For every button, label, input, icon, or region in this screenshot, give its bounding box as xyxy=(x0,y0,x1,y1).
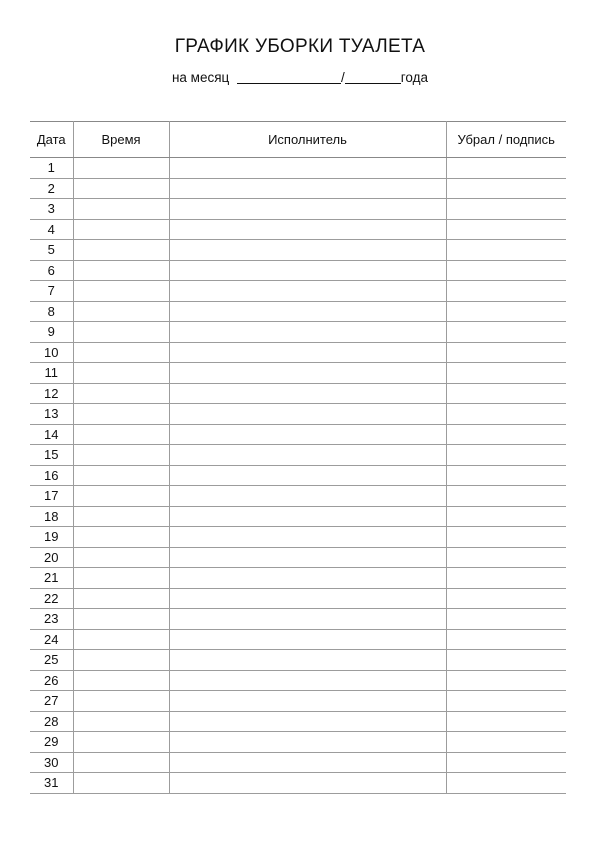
time-cell[interactable] xyxy=(73,424,169,445)
table-row xyxy=(30,650,566,671)
executor-cell[interactable] xyxy=(169,732,446,753)
row-day-number: 24 xyxy=(30,629,73,650)
executor-cell[interactable] xyxy=(169,752,446,773)
signature-cell[interactable] xyxy=(446,219,566,240)
row-day-number: 19 xyxy=(30,527,73,548)
executor-cell[interactable] xyxy=(169,465,446,486)
time-cell[interactable] xyxy=(73,691,169,712)
time-cell[interactable] xyxy=(73,568,169,589)
column-header-date: Дата xyxy=(30,122,73,158)
table-row xyxy=(30,752,566,773)
executor-cell[interactable] xyxy=(169,629,446,650)
signature-cell[interactable] xyxy=(446,322,566,343)
row-day-number: 12 xyxy=(30,383,73,404)
time-cell[interactable] xyxy=(73,650,169,671)
row-day-number: 26 xyxy=(30,670,73,691)
table-row xyxy=(30,732,566,753)
column-header-executor: Исполнитель xyxy=(169,122,446,158)
row-day-number: 28 xyxy=(30,711,73,732)
time-cell[interactable] xyxy=(73,199,169,220)
time-cell[interactable] xyxy=(73,773,169,794)
row-day-number: 30 xyxy=(30,752,73,773)
column-header-time: Время xyxy=(73,122,169,158)
table-row xyxy=(30,773,566,794)
table-row xyxy=(30,568,566,589)
signature-cell[interactable] xyxy=(446,527,566,548)
table-row xyxy=(30,711,566,732)
table-row xyxy=(30,465,566,486)
table-row xyxy=(30,424,566,445)
table-row xyxy=(30,609,566,630)
signature-cell[interactable] xyxy=(446,199,566,220)
table-row xyxy=(30,486,566,507)
row-day-number: 11 xyxy=(30,363,73,384)
row-day-number: 25 xyxy=(30,650,73,671)
signature-cell[interactable] xyxy=(446,158,566,179)
signature-cell[interactable] xyxy=(446,711,566,732)
row-day-number: 14 xyxy=(30,424,73,445)
signature-cell[interactable] xyxy=(446,178,566,199)
executor-cell[interactable] xyxy=(169,486,446,507)
row-day-number: 18 xyxy=(30,506,73,527)
executor-cell[interactable] xyxy=(169,506,446,527)
signature-cell[interactable] xyxy=(446,691,566,712)
table-row xyxy=(30,506,566,527)
table-row xyxy=(30,240,566,261)
executor-cell[interactable] xyxy=(169,588,446,609)
executor-cell[interactable] xyxy=(169,424,446,445)
row-day-number: 4 xyxy=(30,219,73,240)
row-day-number: 22 xyxy=(30,588,73,609)
signature-cell[interactable] xyxy=(446,506,566,527)
executor-cell[interactable] xyxy=(169,219,446,240)
executor-cell[interactable] xyxy=(169,322,446,343)
executor-cell[interactable] xyxy=(169,773,446,794)
month-blank-field[interactable] xyxy=(237,69,341,84)
executor-cell[interactable] xyxy=(169,260,446,281)
month-label: на месяц xyxy=(171,70,230,85)
executor-cell[interactable] xyxy=(169,199,446,220)
executor-cell[interactable] xyxy=(169,404,446,425)
page-title: ГРАФИК УБОРКИ ТУАЛЕТА xyxy=(174,36,426,57)
signature-cell[interactable] xyxy=(446,650,566,671)
time-cell[interactable] xyxy=(73,670,169,691)
time-cell[interactable] xyxy=(73,711,169,732)
table-row xyxy=(30,342,566,363)
row-day-number: 2 xyxy=(30,178,73,199)
time-cell[interactable] xyxy=(73,383,169,404)
row-day-number: 31 xyxy=(30,773,73,794)
row-day-number: 23 xyxy=(30,609,73,630)
time-cell[interactable] xyxy=(73,219,169,240)
table-row xyxy=(30,219,566,240)
signature-cell[interactable] xyxy=(446,342,566,363)
executor-cell[interactable] xyxy=(169,363,446,384)
table-row xyxy=(30,363,566,384)
table-row xyxy=(30,301,566,322)
row-day-number: 20 xyxy=(30,547,73,568)
signature-cell[interactable] xyxy=(446,732,566,753)
row-day-number: 6 xyxy=(30,260,73,281)
signature-cell[interactable] xyxy=(446,670,566,691)
time-cell[interactable] xyxy=(73,404,169,425)
executor-cell[interactable] xyxy=(169,158,446,179)
row-day-number: 13 xyxy=(30,404,73,425)
signature-cell[interactable] xyxy=(446,281,566,302)
executor-cell[interactable] xyxy=(169,650,446,671)
time-cell[interactable] xyxy=(73,629,169,650)
month-year-line xyxy=(0,69,600,85)
signature-cell[interactable] xyxy=(446,609,566,630)
time-cell[interactable] xyxy=(73,547,169,568)
table-row xyxy=(30,588,566,609)
table-row xyxy=(30,404,566,425)
table-header-row xyxy=(30,122,566,158)
executor-cell[interactable] xyxy=(169,609,446,630)
time-cell[interactable] xyxy=(73,609,169,630)
executor-cell[interactable] xyxy=(169,691,446,712)
cleaning-schedule-table xyxy=(30,121,566,794)
row-day-number: 16 xyxy=(30,465,73,486)
time-cell[interactable] xyxy=(73,301,169,322)
column-header-signature: Убрал / подпись xyxy=(446,122,566,158)
time-cell[interactable] xyxy=(73,363,169,384)
time-cell[interactable] xyxy=(73,732,169,753)
signature-cell[interactable] xyxy=(446,260,566,281)
row-day-number: 29 xyxy=(30,732,73,753)
executor-cell[interactable] xyxy=(169,342,446,363)
table-row xyxy=(30,178,566,199)
row-day-number: 5 xyxy=(30,240,73,261)
row-day-number: 8 xyxy=(30,301,73,322)
time-cell[interactable] xyxy=(73,506,169,527)
time-cell[interactable] xyxy=(73,260,169,281)
month-year-separator: / xyxy=(341,70,345,85)
table-row xyxy=(30,199,566,220)
time-cell[interactable] xyxy=(73,240,169,261)
signature-cell[interactable] xyxy=(446,383,566,404)
table-row xyxy=(30,383,566,404)
executor-cell[interactable] xyxy=(169,547,446,568)
time-cell[interactable] xyxy=(73,322,169,343)
executor-cell[interactable] xyxy=(169,240,446,261)
signature-cell[interactable] xyxy=(446,752,566,773)
table-body xyxy=(30,158,566,794)
year-blank-field[interactable] xyxy=(345,69,401,84)
row-day-number: 9 xyxy=(30,322,73,343)
executor-cell[interactable] xyxy=(169,670,446,691)
table-row xyxy=(30,322,566,343)
row-day-number: 10 xyxy=(30,342,73,363)
table-row xyxy=(30,281,566,302)
table-row xyxy=(30,691,566,712)
row-day-number: 17 xyxy=(30,486,73,507)
signature-cell[interactable] xyxy=(446,773,566,794)
signature-cell[interactable] xyxy=(446,404,566,425)
executor-cell[interactable] xyxy=(169,445,446,466)
time-cell[interactable] xyxy=(73,465,169,486)
signature-cell[interactable] xyxy=(446,445,566,466)
time-cell[interactable] xyxy=(73,527,169,548)
signature-cell[interactable] xyxy=(446,465,566,486)
row-day-number: 1 xyxy=(30,158,73,179)
row-day-number: 15 xyxy=(30,445,73,466)
signature-cell[interactable] xyxy=(446,240,566,261)
executor-cell[interactable] xyxy=(169,711,446,732)
table-row xyxy=(30,158,566,179)
executor-cell[interactable] xyxy=(169,527,446,548)
signature-cell[interactable] xyxy=(446,301,566,322)
table-row xyxy=(30,547,566,568)
row-day-number: 27 xyxy=(30,691,73,712)
executor-cell[interactable] xyxy=(169,178,446,199)
table-row xyxy=(30,527,566,548)
signature-cell[interactable] xyxy=(446,568,566,589)
signature-cell[interactable] xyxy=(446,547,566,568)
time-cell[interactable] xyxy=(73,445,169,466)
table-row xyxy=(30,260,566,281)
time-cell[interactable] xyxy=(73,486,169,507)
executor-cell[interactable] xyxy=(169,301,446,322)
year-label: года xyxy=(400,70,429,85)
executor-cell[interactable] xyxy=(169,383,446,404)
signature-cell[interactable] xyxy=(446,424,566,445)
time-cell[interactable] xyxy=(73,281,169,302)
time-cell[interactable] xyxy=(73,342,169,363)
table-row xyxy=(30,629,566,650)
time-cell[interactable] xyxy=(73,158,169,179)
row-day-number: 3 xyxy=(30,199,73,220)
row-day-number: 21 xyxy=(30,568,73,589)
signature-cell[interactable] xyxy=(446,629,566,650)
table-row xyxy=(30,670,566,691)
executor-cell[interactable] xyxy=(169,568,446,589)
signature-cell[interactable] xyxy=(446,588,566,609)
table-row xyxy=(30,445,566,466)
time-cell[interactable] xyxy=(73,752,169,773)
signature-cell[interactable] xyxy=(446,363,566,384)
time-cell[interactable] xyxy=(73,178,169,199)
signature-cell[interactable] xyxy=(446,486,566,507)
executor-cell[interactable] xyxy=(169,281,446,302)
time-cell[interactable] xyxy=(73,588,169,609)
row-day-number: 7 xyxy=(30,281,73,302)
